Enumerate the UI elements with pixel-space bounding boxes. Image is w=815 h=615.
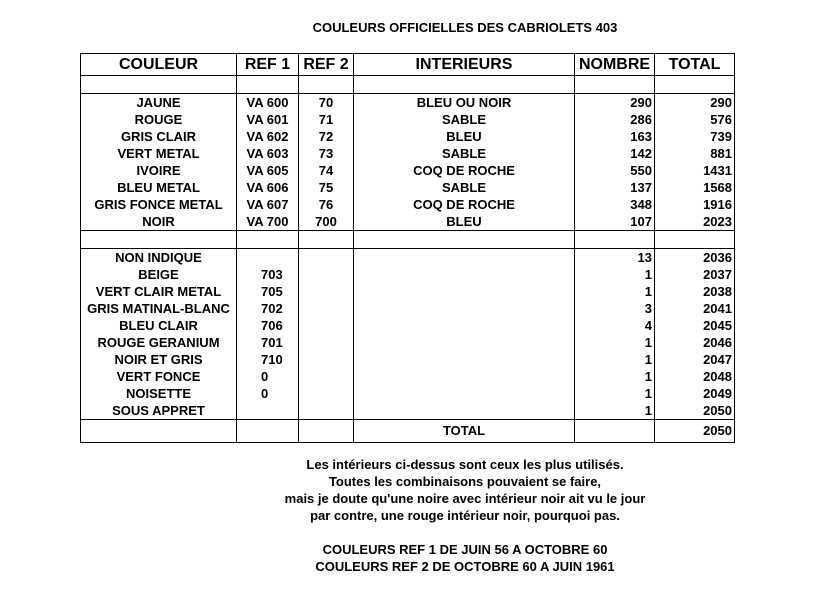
table-row [81, 145, 735, 162]
ref2-cell: 76 [299, 196, 354, 213]
ref1-cell: VA 602 [237, 128, 299, 145]
interieurs-cell: BLEU [354, 128, 575, 145]
nombre-cell: 348 [575, 196, 655, 213]
ref2-cell [299, 300, 354, 317]
interieurs-cell: SABLE [354, 179, 575, 196]
note-line: mais je doute qu'une noire avec intérieur noir ait vu le jour [284, 491, 646, 506]
period-line: COULEURS REF 2 DE OCTOBRE 60 A JUIN 1961 [315, 559, 615, 574]
ref2-cell [299, 368, 354, 385]
header-total: TOTAL [655, 54, 735, 76]
ref1-cell: VA 606 [237, 179, 299, 196]
total-cell: 2037 [655, 266, 735, 283]
ref2-cell: 73 [299, 145, 354, 162]
grand-total-row [81, 420, 735, 443]
nombre-cell: 4 [575, 317, 655, 334]
nombre-cell: 286 [575, 111, 655, 128]
ref1-cell: 710 [237, 351, 299, 368]
nombre-cell: 1 [575, 368, 655, 385]
ref2-cell: 71 [299, 111, 354, 128]
ref1-cell: VA 601 [237, 111, 299, 128]
table-row [81, 351, 735, 368]
table-row [81, 334, 735, 351]
total-cell: 1568 [655, 179, 735, 196]
note-line: Les intérieurs ci-dessus sont ceux les plus utilisés. [306, 457, 624, 472]
ref1-cell: 0 [237, 385, 299, 402]
table-row [81, 317, 735, 334]
total-cell: 1431 [655, 162, 735, 179]
interieurs-cell [354, 300, 575, 317]
couleur-cell: NOISETTE [81, 385, 237, 402]
interieurs-cell: BLEU [354, 213, 575, 231]
header-ref1: REF 1 [237, 54, 299, 76]
table-row [81, 402, 735, 420]
ref2-cell [299, 351, 354, 368]
nombre-cell: 1 [575, 402, 655, 420]
nombre-cell: 107 [575, 213, 655, 231]
total-cell: 2045 [655, 317, 735, 334]
ref1-cell [237, 249, 299, 267]
nombre-cell: 1 [575, 351, 655, 368]
total-cell: 881 [655, 145, 735, 162]
ref2-cell: 75 [299, 179, 354, 196]
ref1-cell: VA 700 [237, 213, 299, 231]
interieurs-cell: BLEU OU NOIR [354, 94, 575, 112]
notes-block [200, 456, 730, 575]
nombre-cell: 163 [575, 128, 655, 145]
couleur-cell: VERT FONCE [81, 368, 237, 385]
ref1-cell: 703 [237, 266, 299, 283]
couleur-cell: VERT METAL [81, 145, 237, 162]
couleur-cell: BLEU METAL [81, 179, 237, 196]
period-line: COULEURS REF 1 DE JUIN 56 A OCTOBRE 60 [322, 542, 608, 557]
couleur-cell: BEIGE [81, 266, 237, 283]
total-cell: 2041 [655, 300, 735, 317]
ref2-cell [299, 266, 354, 283]
interieurs-cell [354, 402, 575, 420]
ref1-cell: 706 [237, 317, 299, 334]
total-cell: 2049 [655, 385, 735, 402]
interieurs-cell: SABLE [354, 111, 575, 128]
empty-cell [81, 420, 237, 443]
nombre-cell: 550 [575, 162, 655, 179]
total-cell: 2048 [655, 368, 735, 385]
couleur-cell: NOIR ET GRIS [81, 351, 237, 368]
table-row [81, 249, 735, 267]
couleur-cell: IVOIRE [81, 162, 237, 179]
header-interieurs: INTERIEURS [354, 54, 575, 76]
empty-cell [575, 420, 655, 443]
total-cell: 290 [655, 94, 735, 112]
empty-cell [299, 420, 354, 443]
table-row [81, 385, 735, 402]
couleur-cell: ROUGE [81, 111, 237, 128]
total-cell: 2023 [655, 213, 735, 231]
interieurs-cell [354, 334, 575, 351]
ref2-cell: 700 [299, 213, 354, 231]
ref1-cell: 702 [237, 300, 299, 317]
ref2-cell: 74 [299, 162, 354, 179]
note-line: par contre, une rouge intérieur noir, pourquoi pas. [310, 508, 620, 523]
ref2-cell [299, 249, 354, 267]
interieurs-cell: SABLE [354, 145, 575, 162]
couleur-cell: BLEU CLAIR [81, 317, 237, 334]
couleur-cell: JAUNE [81, 94, 237, 112]
interieurs-cell: COQ DE ROCHE [354, 162, 575, 179]
interieurs-cell [354, 283, 575, 300]
interieurs-cell [354, 317, 575, 334]
couleur-cell: VERT CLAIR METAL [81, 283, 237, 300]
total-cell: 2046 [655, 334, 735, 351]
nombre-cell: 3 [575, 300, 655, 317]
ref2-cell [299, 283, 354, 300]
interieurs-cell [354, 385, 575, 402]
header-couleur: COULEUR [81, 54, 237, 76]
ref1-cell: 701 [237, 334, 299, 351]
table-row [81, 266, 735, 283]
total-cell: 2050 [655, 402, 735, 420]
ref1-cell: 705 [237, 283, 299, 300]
nombre-cell: 137 [575, 179, 655, 196]
ref2-cell [299, 402, 354, 420]
interieurs-cell [354, 368, 575, 385]
ref1-cell: VA 605 [237, 162, 299, 179]
table-row [81, 94, 735, 112]
nombre-cell: 142 [575, 145, 655, 162]
table-header-row [81, 54, 735, 76]
ref2-cell [299, 334, 354, 351]
ref1-cell [237, 402, 299, 420]
header-ref2: REF 2 [299, 54, 354, 76]
table-row [81, 162, 735, 179]
note-line: Toutes les combinaisons pouvaient se faire, [328, 474, 602, 489]
table-row [81, 111, 735, 128]
colors-table [80, 53, 735, 443]
interieurs-cell: COQ DE ROCHE [354, 196, 575, 213]
table-row [81, 213, 735, 231]
table-row [81, 283, 735, 300]
ref1-cell: VA 603 [237, 145, 299, 162]
nombre-cell: 1 [575, 385, 655, 402]
table-row [81, 179, 735, 196]
document-title: COULEURS OFFICIELLES DES CABRIOLETS 403 [312, 20, 618, 35]
spacer-row [81, 76, 735, 94]
total-label: TOTAL [354, 420, 575, 443]
couleur-cell: NON INDIQUE [81, 249, 237, 267]
ref2-cell [299, 385, 354, 402]
ref2-cell [299, 317, 354, 334]
nombre-cell: 13 [575, 249, 655, 267]
interieurs-cell [354, 351, 575, 368]
empty-cell [237, 420, 299, 443]
header-nombre: NOMBRE [575, 54, 655, 76]
table-row [81, 300, 735, 317]
nombre-cell: 1 [575, 283, 655, 300]
total-cell: 739 [655, 128, 735, 145]
total-cell: 2036 [655, 249, 735, 267]
ref1-cell: VA 600 [237, 94, 299, 112]
couleur-cell: NOIR [81, 213, 237, 231]
ref2-cell: 70 [299, 94, 354, 112]
grand-total-value: 2050 [655, 420, 735, 443]
couleur-cell: SOUS APPRET [81, 402, 237, 420]
spacer-row [81, 231, 735, 249]
interieurs-cell [354, 249, 575, 267]
nombre-cell: 290 [575, 94, 655, 112]
couleur-cell: ROUGE GERANIUM [81, 334, 237, 351]
couleur-cell: GRIS FONCE METAL [81, 196, 237, 213]
total-cell: 2047 [655, 351, 735, 368]
table-row [81, 368, 735, 385]
table-row [81, 196, 735, 213]
table-row [81, 128, 735, 145]
ref1-cell: VA 607 [237, 196, 299, 213]
couleur-cell: GRIS CLAIR [81, 128, 237, 145]
total-cell: 576 [655, 111, 735, 128]
nombre-cell: 1 [575, 266, 655, 283]
nombre-cell: 1 [575, 334, 655, 351]
interieurs-cell [354, 266, 575, 283]
total-cell: 1916 [655, 196, 735, 213]
ref1-cell: 0 [237, 368, 299, 385]
couleur-cell: GRIS MATINAL-BLANC [81, 300, 237, 317]
total-cell: 2038 [655, 283, 735, 300]
ref2-cell: 72 [299, 128, 354, 145]
